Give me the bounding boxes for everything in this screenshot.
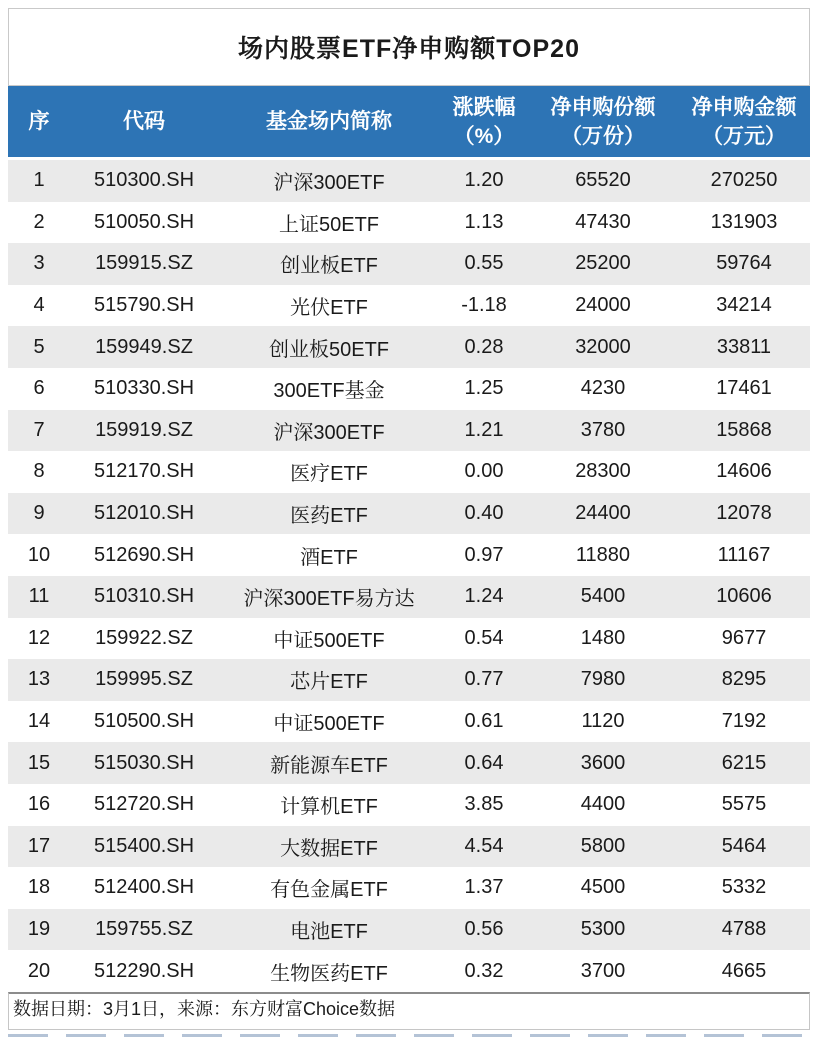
cell-code: 159922.SZ — [95, 626, 193, 649]
cell-net-amount: 7192 — [721, 710, 767, 733]
cell-net-shares: 7980 — [580, 668, 626, 691]
cell-code: 512290.SH — [93, 959, 195, 982]
table-row — [8, 909, 810, 951]
cell-fund-name: 上证50ETF — [278, 213, 380, 236]
data-source-note — [8, 992, 810, 1030]
cell-net-amount: 59764 — [716, 252, 772, 275]
cell-code: 512010.SH — [93, 502, 195, 525]
cell-net-shares: 3780 — [580, 418, 626, 441]
cell-net-shares: 24000 — [575, 294, 631, 317]
table-row — [8, 826, 810, 868]
cell-net-amount: 12078 — [716, 502, 772, 525]
column-header-unit: （万元） — [702, 124, 786, 148]
table-row — [8, 618, 810, 660]
cell-code: 510500.SH — [93, 710, 195, 733]
column-header-3 — [440, 86, 528, 157]
cell-code: 510330.SH — [93, 377, 195, 400]
table-row — [8, 534, 810, 576]
cell-change-pct: 0.28 — [464, 335, 504, 358]
cell-rank: 18 — [27, 876, 51, 899]
cell-code: 159919.SZ — [95, 418, 193, 441]
table-row — [8, 202, 810, 244]
cell-change-pct: 0.56 — [464, 917, 504, 940]
cell-net-shares: 5300 — [580, 917, 626, 940]
cell-code: 159915.SZ — [95, 252, 193, 275]
cell-code: 159755.SZ — [95, 917, 193, 940]
cell-fund-name: 光伏ETF — [290, 297, 368, 320]
cell-change-pct: 4.54 — [464, 834, 504, 857]
table-row — [8, 285, 810, 327]
cell-fund-name: 医疗ETF — [290, 463, 368, 486]
table-row — [8, 451, 810, 493]
cell-rank: 5 — [33, 335, 45, 358]
cell-net-amount: 33811 — [716, 335, 772, 358]
cell-fund-name: 芯片ETF — [290, 671, 368, 694]
cell-fund-name: 生物医药ETF — [270, 962, 388, 985]
table-row — [8, 493, 810, 535]
cell-rank: 1 — [33, 169, 45, 192]
cell-fund-name: 300ETF基金 — [273, 380, 385, 403]
cell-rank: 8 — [33, 460, 45, 483]
cell-change-pct: -1.18 — [461, 294, 507, 317]
cell-net-amount: 5332 — [721, 876, 767, 899]
cell-code: 515790.SH — [93, 294, 195, 317]
cell-change-pct: 1.24 — [464, 585, 504, 608]
cell-rank: 17 — [27, 834, 51, 857]
cell-fund-name: 大数据ETF — [280, 837, 378, 860]
cell-code: 512400.SH — [93, 876, 195, 899]
cell-net-shares: 24400 — [575, 502, 631, 525]
data-source-text: 数据日期：3月1日，来源：东方财富Choice数据 — [13, 998, 396, 1019]
cell-rank: 6 — [33, 377, 45, 400]
cell-change-pct: 3.85 — [464, 793, 504, 816]
cell-fund-name: 沪深300ETF — [273, 421, 385, 444]
cell-fund-name: 医药ETF — [290, 505, 368, 528]
cell-rank: 12 — [27, 626, 51, 649]
cell-code: 510300.SH — [93, 169, 195, 192]
cell-code: 512690.SH — [93, 543, 195, 566]
column-header-5 — [678, 86, 810, 157]
column-header-title: 涨跌幅 — [452, 95, 516, 119]
cell-fund-name: 有色金属ETF — [270, 879, 388, 902]
cell-change-pct: 0.64 — [464, 751, 504, 774]
cell-fund-name: 中证500ETF — [273, 713, 385, 736]
table-row — [8, 160, 810, 202]
bottom-dashed-rule — [8, 1034, 810, 1037]
cell-fund-name: 创业板ETF — [280, 255, 378, 278]
cell-net-amount: 10606 — [716, 585, 772, 608]
cell-net-amount: 8295 — [721, 668, 767, 691]
cell-change-pct: 1.13 — [464, 210, 504, 233]
cell-change-pct: 0.54 — [464, 626, 504, 649]
cell-change-pct: 0.32 — [464, 959, 504, 982]
cell-net-amount: 131903 — [710, 210, 778, 233]
cell-net-shares: 28300 — [575, 460, 631, 483]
column-header-title: 基金场内简称 — [266, 110, 392, 133]
cell-net-shares: 25200 — [575, 252, 631, 275]
cell-net-amount: 34214 — [716, 294, 772, 317]
cell-fund-name: 电池ETF — [290, 920, 368, 943]
cell-change-pct: 1.37 — [464, 876, 504, 899]
cell-fund-name: 沪深300ETF易方达 — [243, 588, 415, 611]
cell-net-shares: 5800 — [580, 834, 626, 857]
cell-net-amount: 5464 — [721, 834, 767, 857]
cell-net-amount: 4665 — [721, 959, 767, 982]
column-header-2 — [218, 86, 440, 157]
cell-net-amount: 6215 — [721, 751, 767, 774]
cell-net-shares: 1120 — [581, 710, 625, 733]
cell-change-pct: 0.77 — [464, 668, 504, 691]
cell-rank: 16 — [27, 793, 51, 816]
cell-net-shares: 3700 — [580, 959, 626, 982]
table-row — [8, 576, 810, 618]
column-header-1 — [70, 86, 218, 157]
cell-net-shares: 1480 — [580, 626, 626, 649]
table-title-box — [8, 8, 810, 86]
column-header-4 — [528, 86, 678, 157]
column-header-title: 序 — [28, 110, 50, 133]
cell-code: 515030.SH — [93, 751, 195, 774]
table-body — [8, 157, 810, 992]
cell-net-shares: 65520 — [575, 169, 631, 192]
cell-net-shares: 47430 — [575, 210, 631, 233]
cell-rank: 20 — [27, 959, 51, 982]
cell-rank: 2 — [33, 210, 45, 233]
column-header-unit: （万份） — [561, 124, 645, 148]
cell-net-amount: 5575 — [721, 793, 767, 816]
cell-fund-name: 新能源车ETF — [270, 754, 388, 777]
cell-fund-name: 中证500ETF — [273, 629, 385, 652]
cell-net-shares: 4230 — [580, 377, 626, 400]
cell-rank: 9 — [33, 502, 45, 525]
cell-rank: 13 — [27, 668, 51, 691]
cell-fund-name: 沪深300ETF — [273, 172, 385, 195]
column-header-title: 净申购金额 — [691, 95, 797, 119]
cell-fund-name: 酒ETF — [300, 546, 358, 569]
table-row — [8, 867, 810, 909]
cell-net-shares: 4400 — [580, 793, 626, 816]
cell-code: 515400.SH — [93, 834, 195, 857]
cell-fund-name: 创业板50ETF — [268, 338, 390, 361]
cell-code: 510050.SH — [93, 210, 195, 233]
cell-change-pct: 0.00 — [464, 460, 504, 483]
cell-change-pct: 0.97 — [464, 543, 504, 566]
table-row — [8, 742, 810, 784]
table-row — [8, 410, 810, 452]
table-row — [8, 243, 810, 285]
column-header-title: 净申购份额 — [550, 95, 656, 119]
cell-net-shares: 4500 — [580, 876, 626, 899]
cell-rank: 10 — [27, 543, 51, 566]
cell-rank: 3 — [33, 252, 45, 275]
cell-net-shares: 3600 — [580, 751, 626, 774]
etf-table — [8, 8, 810, 1037]
cell-code: 512170.SH — [93, 460, 195, 483]
table-row — [8, 659, 810, 701]
cell-change-pct: 0.40 — [464, 502, 504, 525]
cell-code: 159995.SZ — [95, 668, 193, 691]
cell-net-amount: 14606 — [716, 460, 772, 483]
table-header-row — [8, 86, 810, 157]
cell-net-amount: 15868 — [716, 418, 772, 441]
column-header-unit: （%） — [453, 124, 515, 148]
table-row — [8, 701, 810, 743]
cell-rank: 11 — [28, 585, 50, 608]
cell-change-pct: 1.21 — [464, 418, 504, 441]
cell-net-amount: 270250 — [710, 169, 778, 192]
table-row — [8, 368, 810, 410]
table-title: 场内股票ETF净申购额TOP20 — [238, 35, 580, 63]
cell-change-pct: 1.25 — [464, 377, 504, 400]
cell-net-amount: 11167 — [717, 543, 771, 566]
cell-change-pct: 1.20 — [464, 169, 504, 192]
cell-net-amount: 4788 — [721, 917, 767, 940]
cell-rank: 15 — [27, 751, 51, 774]
cell-fund-name: 计算机ETF — [280, 796, 378, 819]
cell-change-pct: 0.55 — [464, 252, 504, 275]
table-row — [8, 784, 810, 826]
cell-rank: 14 — [27, 710, 51, 733]
cell-rank: 7 — [33, 418, 45, 441]
cell-code: 512720.SH — [93, 793, 195, 816]
cell-net-shares: 11880 — [575, 543, 631, 566]
cell-rank: 19 — [27, 917, 51, 940]
cell-rank: 4 — [33, 294, 45, 317]
cell-net-shares: 5400 — [580, 585, 626, 608]
cell-code: 510310.SH — [93, 585, 195, 608]
cell-change-pct: 0.61 — [464, 710, 504, 733]
table-row — [8, 950, 810, 992]
table-row — [8, 326, 810, 368]
column-header-0 — [8, 86, 70, 157]
cell-net-shares: 32000 — [575, 335, 631, 358]
column-header-title: 代码 — [123, 110, 165, 133]
cell-net-amount: 17461 — [716, 377, 772, 400]
cell-code: 159949.SZ — [95, 335, 193, 358]
cell-net-amount: 9677 — [721, 626, 767, 649]
